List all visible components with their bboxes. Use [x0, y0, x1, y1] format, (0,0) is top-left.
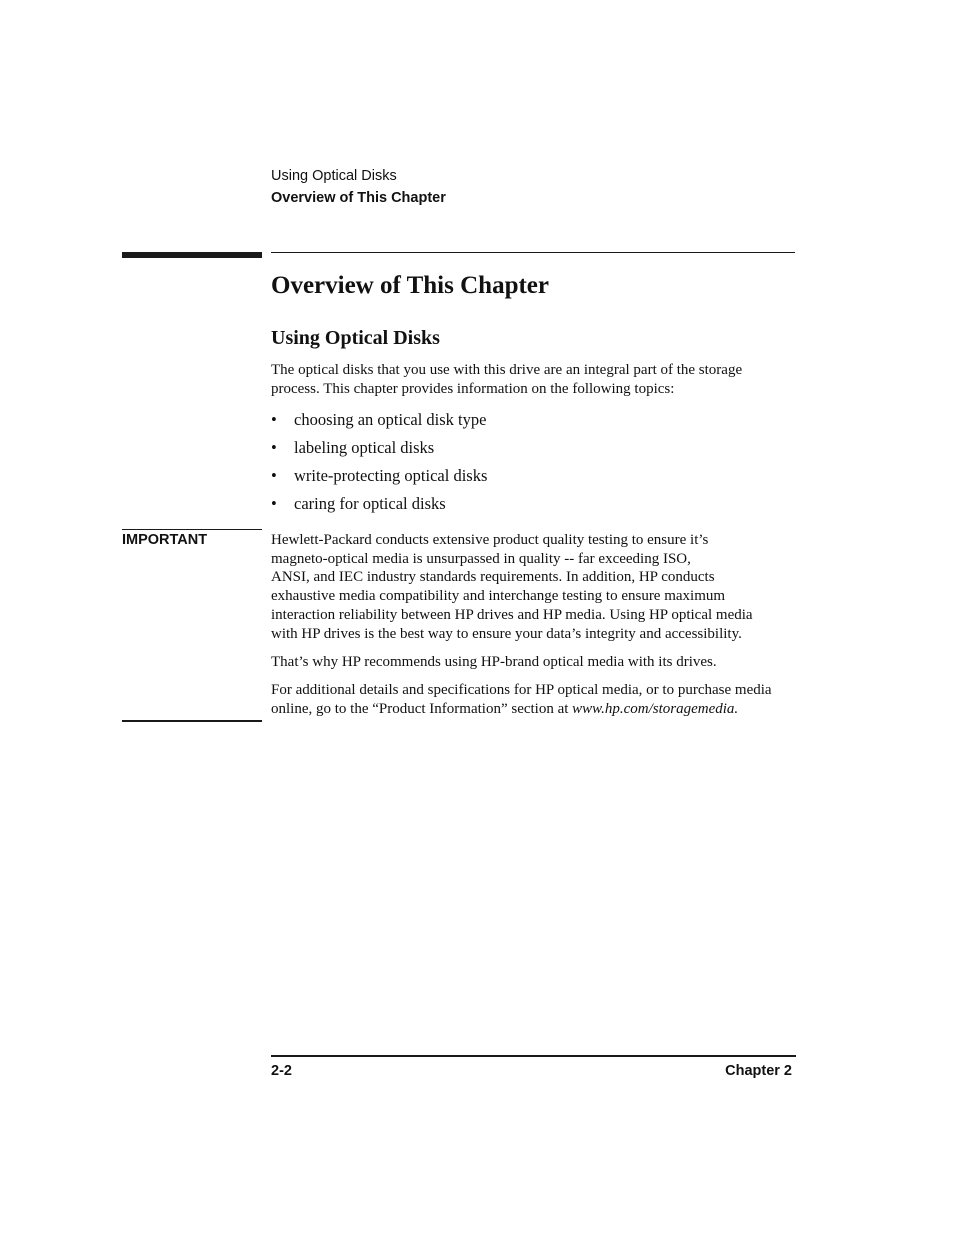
bullet-icon: • — [271, 494, 277, 513]
important-rule-top — [122, 529, 262, 530]
bullet-icon: • — [271, 410, 277, 429]
important-line: For additional details and specifications for HP optical media, or to purchase media — [271, 681, 772, 698]
footer-chapter-label: Chapter 2 — [725, 1063, 792, 1079]
important-line: That’s why HP recommends using HP-brand optical media with its drives. — [271, 653, 717, 670]
topic-item — [271, 463, 487, 491]
heading-rule-thin — [271, 252, 795, 253]
important-line: magneto-optical media is unsurpassed in quality -- far exceeding ISO, — [271, 550, 691, 567]
important-label: IMPORTANT — [122, 532, 208, 548]
intro-line: process. This chapter provides information on the following topics: — [271, 381, 675, 397]
topic-item — [271, 407, 487, 435]
topic-item — [271, 491, 487, 519]
section-title: Using Optical Disks — [271, 327, 440, 349]
intro-paragraph — [271, 361, 795, 399]
important-line: exhaustive media compatibility and interchange testing to ensure maximum — [271, 588, 726, 605]
important-line-text: online, go to the “Product Information” section at — [271, 700, 573, 717]
important-line — [271, 700, 797, 719]
margin-rule-thick — [122, 252, 262, 258]
bullet-icon: • — [271, 438, 277, 457]
running-head-chapter: Using Optical Disks — [271, 168, 397, 184]
important-paragraph — [271, 653, 797, 672]
topic-item — [271, 435, 487, 463]
topic-text: write-protecting optical disks — [294, 466, 488, 485]
running-head-section: Overview of This Chapter — [271, 190, 446, 206]
important-line: Hewlett-Packard conducts extensive product quality testing to ensure it’s — [271, 532, 709, 548]
running-head — [271, 165, 446, 209]
storage-media-url: www.hp.com/storagemedia. — [572, 700, 739, 717]
bullet-icon: • — [271, 466, 277, 485]
topic-list — [271, 407, 487, 519]
topic-text: labeling optical disks — [294, 438, 435, 457]
important-notice — [271, 531, 797, 728]
page-number: 2-2 — [271, 1063, 292, 1079]
topic-text: caring for optical disks — [294, 494, 446, 513]
topic-text: choosing an optical disk type — [294, 410, 487, 429]
important-paragraph — [271, 681, 797, 718]
chapter-title: Overview of This Chapter — [271, 272, 549, 299]
footer-rule — [271, 1055, 796, 1057]
important-line: ANSI, and IEC industry standards requirements. In addition, HP conducts — [271, 569, 715, 586]
intro-line: The optical disks that you use with this drive are an integral part of the storage — [271, 362, 743, 378]
important-line: with HP drives is the best way to ensure your data’s integrity and accessibility. — [271, 625, 742, 642]
important-paragraph — [271, 531, 797, 643]
important-line: interaction reliability between HP drives and HP media. Using HP optical media — [271, 606, 753, 623]
important-rule-bottom — [122, 720, 262, 722]
